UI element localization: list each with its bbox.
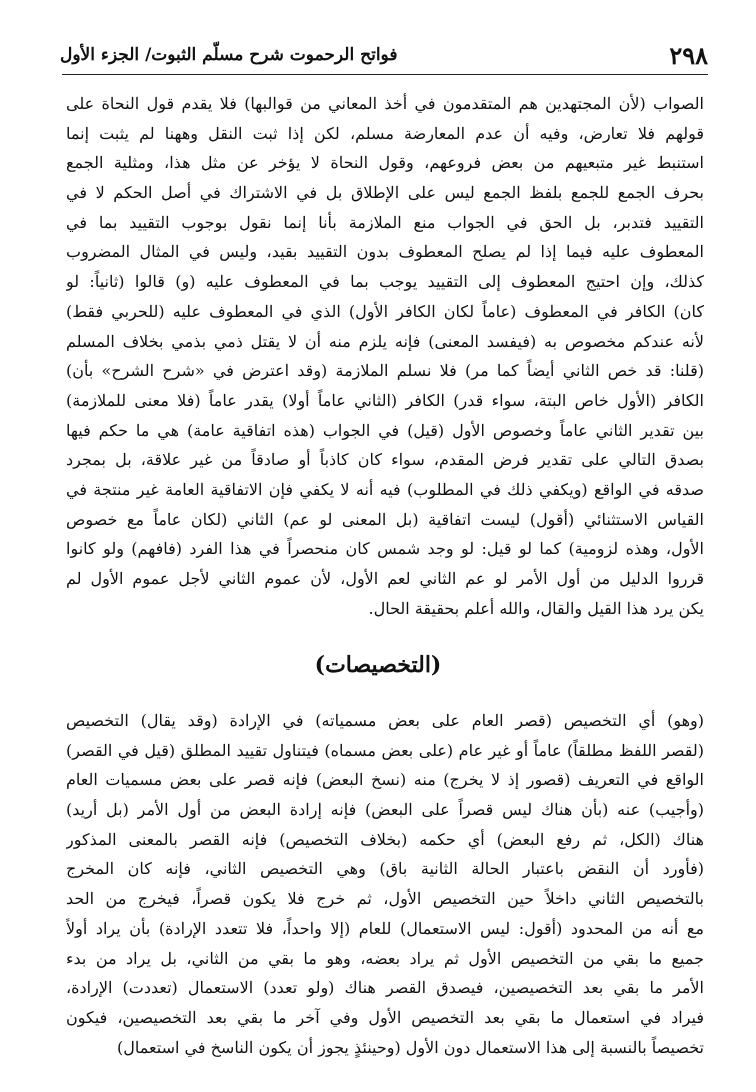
text-line: قولهم فلا تعارض، وفيه أن عدم المعارضة مسلم، لكن إذا ثبت النقل وههنا لم يثبت إنما bbox=[66, 123, 704, 143]
text-line: بصدق التالي على تقدير فرض المقدم، سواء كان كاذباً أو صادقاً من غير علاقة، بل بمجرد bbox=[66, 450, 704, 470]
section-heading: (التخصيصات) bbox=[314, 652, 442, 678]
text-line: لأنه عندكم مخصوص به (فيفسد المعنى) فإنه يلزم منه أن لا يقتل ذمي بذمي بخلاف المسلم bbox=[66, 331, 704, 351]
text-line: الأول، وهذه لزومية) كما لو قيل: لو وجد شمس كان منحصراً في هذا الفرد (فافهم) ولو كانوا bbox=[66, 539, 704, 559]
text-line: تخصيصاً بالنسبة إلى هذا الاستعمال دون الأول (وحينئذٍ يجوز أن يكون الناسخ في استعمال) bbox=[117, 1037, 704, 1057]
page-number: ٢٩٨ bbox=[669, 40, 708, 70]
text-line: الواقع في التعريف (قصور إذ لا يخرج) منه (نسخ البعض) فإنه قصر على بعض مسميات العام bbox=[66, 770, 704, 790]
text-line: (وهو) أي التخصيص (قصر العام على بعض مسمياته) في الإرادة (وقد يقال) التخصيص bbox=[66, 711, 704, 730]
text-line: (قلنا: قد خص الثاني أيضاً كما مر) فلا نسلم الملازمة (وقد اعترض في «شرح الشرح» بأن) bbox=[66, 361, 704, 381]
text-line: التقييد فتدبر، بل الحق في الجواب منع الملازمة بأنا إنما نقول بوجوب التقييد بما في bbox=[66, 212, 704, 232]
text-line: صدقه في الواقع (ويكفي ذلك في المطلوب) فيه أنه لا يكفي فإن الاتفاقية العامة غير منتجة في bbox=[66, 479, 704, 499]
text-line: (وأجيب) عنه (بأن هناك ليس قصراً على البعض) فإنه إرادة البعض من أول الأمر (بل أريد) bbox=[66, 800, 704, 820]
page-header bbox=[60, 38, 708, 72]
text-line: بحرف الجمع للجمع بلفظ الجمع ليس على الإطلاق بل في الاشتراك في أصل الحكم لا في bbox=[66, 183, 704, 203]
text-line: القياس الاستثنائي (أقول) ليست اتفاقية (بل المعنى لو عم) الثاني (لكان عاماً مع خصوص bbox=[66, 509, 704, 529]
text-line: استنبط غير متبعيهم من بعض فروعهم، وقول النحاة لا يؤخر عن مثل هذا، ومثلية الجمع bbox=[66, 153, 704, 173]
text-line: (فأورد أن النقض باعتبار الحالة الثانية باق) وهي التخصيص الثاني، فإنه كان المخرج bbox=[66, 859, 704, 879]
text-line: الأمر ما بقي بعد التخصيصين، فيصدق القصر هناك (ولو تعدد) الاستعمال (تعددت) الإرادة، bbox=[66, 978, 704, 998]
text-line: (لقصر اللفظ مطلقاً) عاماً أو غير عام (على بعض مسماه) فيتناول تقييد المطلق (قيل في القصر) bbox=[66, 740, 704, 760]
text-line: بالتخصيص الثاني داخلاً حين التخصيص الأول، ثم خرج فلا يكون قصراً، فيخرج من الحد bbox=[66, 889, 704, 909]
text-line: بين تقدير الثاني عاماً وخصوص الأول (قيل) في الجواب (هذه اتفاقية عامة) هي ما حكم فيها bbox=[66, 420, 704, 440]
text-line: جميع ما بقي من التخصيص الأول ثم يراد بعضه، وهو ما بقي من الثاني، بل يراد من بدء bbox=[66, 948, 704, 968]
paragraph-commentary bbox=[66, 89, 704, 623]
text-line: قرروا الدليل من أول الأمر لو عم الثاني لعم الأول، لأن عموم الثاني لأجل عموم الأول لم bbox=[66, 569, 704, 588]
text-line: الكافر (الأول خاص البتة، سواء قدر) الكافر (الثاني عاماً أولا) يقدر عاماً (فلا معنى للملازمة) bbox=[66, 390, 704, 410]
text-line: الصواب (لأن المجتهدين هم المتقدمون في أخذ المعاني من قوالبها) فلا يقدم قول النحاة على bbox=[66, 94, 704, 113]
paragraph-takhsisat bbox=[66, 706, 704, 1062]
text-line: هناك (الكل، ثم رفع البعض) أي حكمه (بخلاف التخصيص) فإنه القصر بالمعنى المذكور bbox=[66, 829, 704, 849]
text-line: كان) الكافر في المعطوف (عاماً لكان الكافر الأول) الذي في المعطوف عليه (للحربي فقط) bbox=[66, 301, 704, 321]
text-line: فيراد في استعمال ما بقي بعد التخصيص الأول وفي آخر ما بقي بعد التخصيصين، فيكون bbox=[66, 1007, 704, 1027]
header-rule bbox=[62, 74, 708, 75]
text-line: كذلك، وإن احتيج المعطوف إلى التقييد يوجب بما في المعطوف عليه (و) قالوا (ثانياً: لو bbox=[66, 272, 704, 292]
running-title: فواتح الرحموت شرح مسلّم الثبوت/ الجزء الأول bbox=[60, 45, 398, 65]
text-line: المعطوف عليه فيما إذا لم يصلح المعطوف بدون التقييد بقيد، وليس في المثال المضروب bbox=[66, 242, 704, 262]
text-line: يكن يرد هذا القيل والقال، والله أعلم بحقيقة الحال. bbox=[368, 598, 704, 618]
text-line: مع أنه من المحدود (أقول: ليس الاستعمال) للعام (إلا واحداً، فلا تتعدد الإرادة) بأن يراد أولاً bbox=[66, 918, 704, 938]
